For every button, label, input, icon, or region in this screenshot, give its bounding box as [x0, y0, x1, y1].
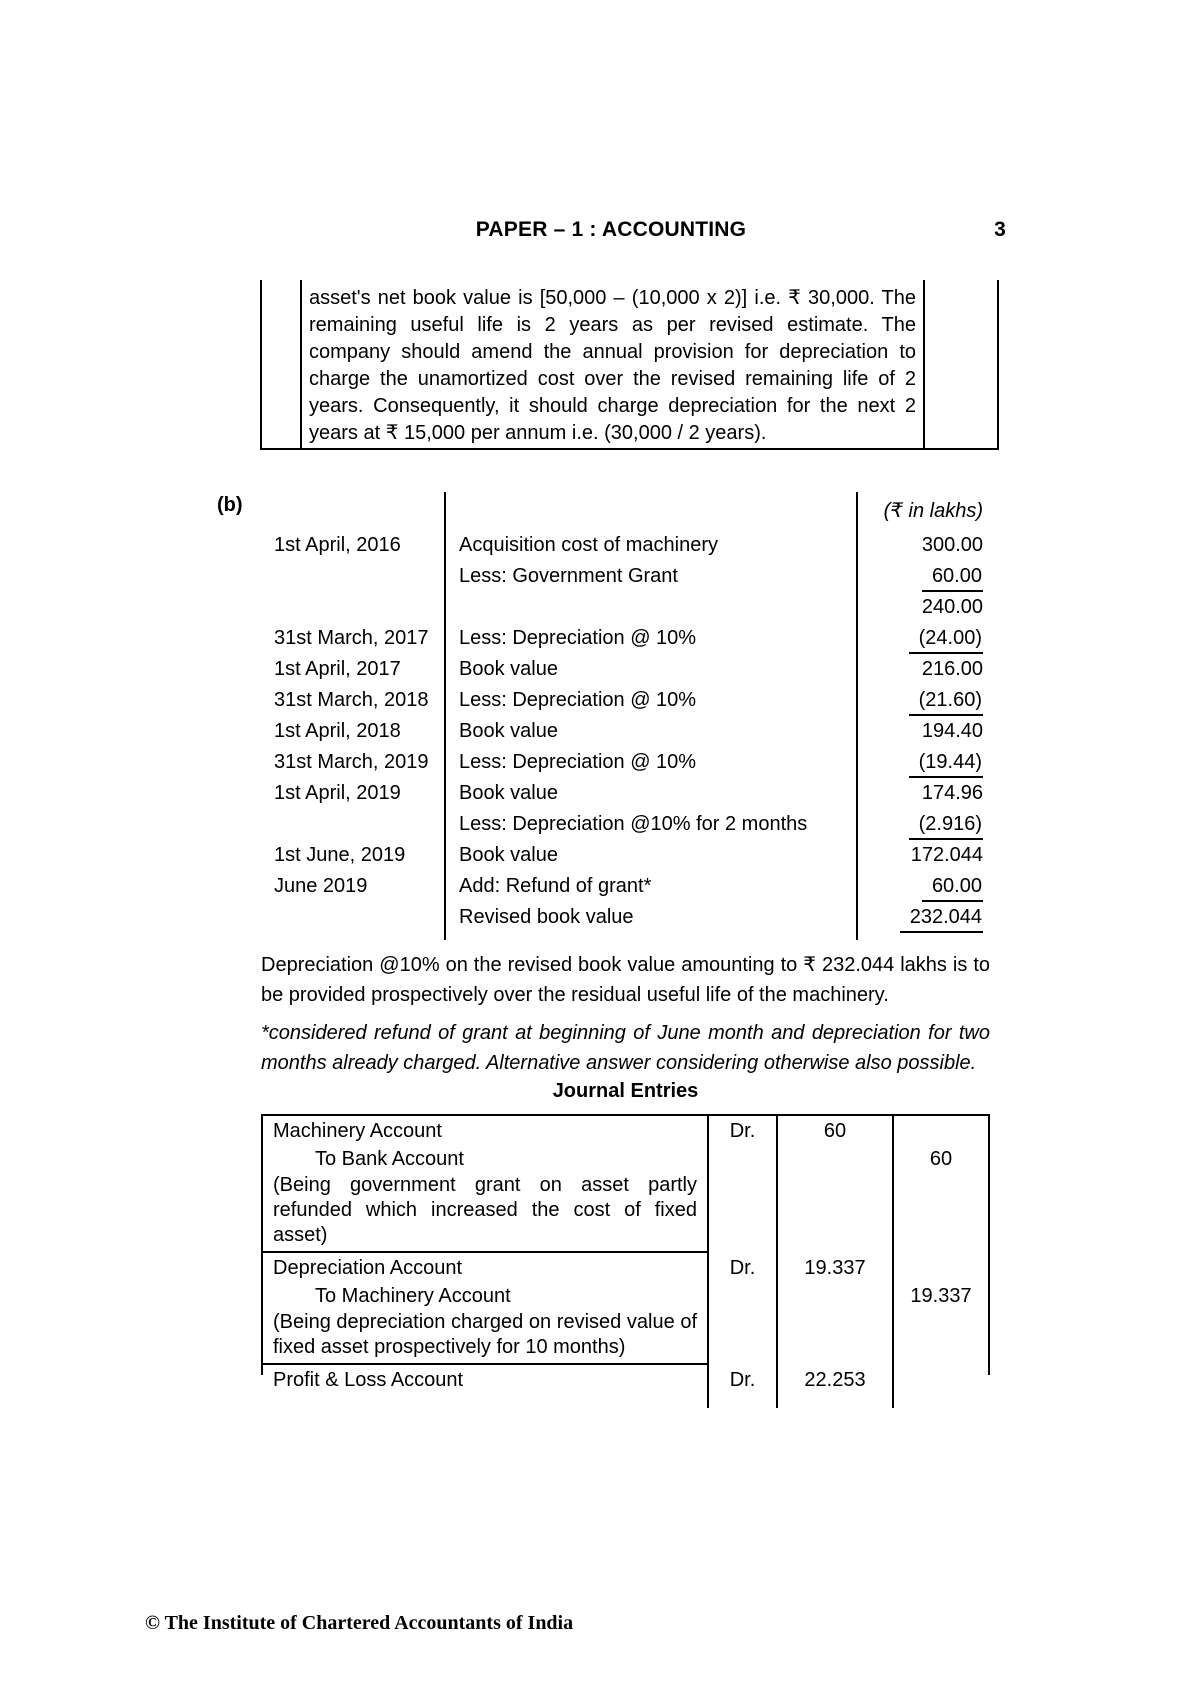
table-row [261, 716, 988, 747]
date-cell: 1st April, 2017 [274, 658, 401, 680]
credit-amount-cell: 19.337 [892, 1253, 988, 1365]
table-row [261, 840, 988, 871]
credit-amount-cell [892, 1365, 988, 1408]
debit-amount-cell: 19.337 [776, 1253, 892, 1365]
amount-cell: 194.40 [921, 720, 983, 742]
particulars-cell: Book value [459, 782, 558, 804]
particulars-cell: Revised book value [459, 906, 634, 928]
depreciation-schedule-table [261, 492, 988, 940]
table-row [261, 778, 988, 809]
amount-cell: 300.00 [921, 534, 983, 556]
credit-amount-cell: 60 [892, 1116, 988, 1253]
footnote: *considered refund of grant at beginning of June month and depreciation for two months already charged. Alternative answer considering otherwise also possible. [261, 1022, 990, 1074]
amount-cell: (21.60) [856, 685, 988, 716]
answer-continuation-box [260, 280, 999, 450]
particulars-cell: Less: Depreciation @ 10% [459, 689, 697, 711]
amount-cell: (19.44) [856, 747, 988, 778]
debit-account: Profit & Loss Account [273, 1369, 464, 1391]
amount-cell: 232.044 [856, 902, 988, 933]
dr-cell: Dr. [707, 1116, 776, 1253]
credit-account: To Machinery Account [315, 1285, 511, 1307]
dr-cell: Dr. [707, 1253, 776, 1365]
debit-account: Depreciation Account [273, 1257, 463, 1279]
amount-cell: 60.00 [856, 871, 988, 902]
debit-amount-cell: 60 [776, 1116, 892, 1253]
narration: (Being government grant on asset partly refunded which increased the cost of fixed asset) [273, 1174, 697, 1246]
date-cell: 31st March, 2018 [274, 689, 429, 711]
table-row [261, 809, 988, 840]
table-row [261, 592, 988, 623]
date-cell: 1st April, 2016 [274, 534, 401, 556]
table-row [261, 561, 988, 592]
particulars-cell: Less: Depreciation @ 10% [459, 751, 697, 773]
particulars-cell: Less: Depreciation @ 10% [459, 627, 697, 649]
date-cell [261, 592, 444, 623]
table-row [261, 623, 988, 654]
particulars-cell: Less: Depreciation @10% for 2 months [459, 813, 808, 835]
dr-cell: Dr. [707, 1365, 776, 1408]
amount-cell: 240.00 [921, 596, 983, 618]
answer-continuation-text: asset's net book value is [50,000 – (10,000 x 2)] i.e. ₹ 30,000. The remaining useful life is 2 years as per revised estimate. The company should amend the annual provision for depreciation to charge the unamortized cost over the revised remaining life of 2 years. Consequently, it should charge depreciation for the next 2 years at ₹ 15,000 per annum i.e. (30,000 / 2 years). [300, 280, 925, 448]
particulars-cell: Add: Refund of grant* [459, 875, 652, 897]
date-cell: June 2019 [274, 875, 368, 897]
amount-cell: (2.916) [856, 809, 988, 840]
amount-cell: 172.044 [910, 844, 983, 866]
date-cell [261, 561, 444, 592]
credit-account: To Bank Account [315, 1148, 464, 1170]
particulars-cell: Book value [459, 844, 558, 866]
journal-entry-particulars [263, 1116, 707, 1253]
schedule-note: Depreciation @10% on the revised book value amounting to ₹ 232.044 lakhs is to be provided prospectively over the residual useful life of the machinery. [261, 954, 990, 1006]
journal-table [261, 1114, 990, 1391]
narration: (Being depreciation charged on revised value of fixed asset prospectively for 10 months) [273, 1311, 697, 1358]
debit-amount-cell: 22.253 [776, 1365, 892, 1408]
table-row [261, 871, 988, 902]
page-title: PAPER – 1 : ACCOUNTING [475, 218, 747, 241]
schedule-rows [261, 492, 988, 933]
date-cell: 31st March, 2017 [274, 627, 429, 649]
date-cell: 1st June, 2019 [274, 844, 406, 866]
particulars-cell: Book value [459, 720, 558, 742]
footer-copyright: © The Institute of Chartered Accountants of India [145, 1612, 574, 1634]
amount-cell: 60.00 [856, 561, 988, 592]
date-cell [261, 809, 444, 840]
date-cell [261, 902, 444, 933]
table-row [261, 747, 988, 778]
particulars-cell: Acquisition cost of machinery [459, 534, 719, 556]
page-number: 3 [994, 218, 1006, 241]
date-cell: 31st March, 2019 [274, 751, 429, 773]
particulars-cell [444, 592, 856, 623]
debit-account: Machinery Account [273, 1120, 442, 1142]
table-row [261, 530, 988, 561]
journal-entry-particulars [263, 1365, 707, 1408]
table-row [261, 902, 988, 933]
journal-grid [263, 1116, 988, 1408]
table-row [261, 654, 988, 685]
table-unit-row [261, 492, 988, 530]
journal-entry-particulars [263, 1253, 707, 1365]
section-b-label: (b) [217, 494, 243, 516]
journal-heading: Journal Entries [552, 1080, 699, 1102]
particulars-cell: Less: Government Grant [459, 565, 678, 587]
amount-cell: (24.00) [856, 623, 988, 654]
amount-cell: 174.96 [921, 782, 983, 804]
table-row [261, 685, 988, 716]
unit-note: (₹ in lakhs) [883, 500, 983, 522]
date-cell: 1st April, 2018 [274, 720, 401, 742]
particulars-cell: Book value [459, 658, 558, 680]
date-cell: 1st April, 2019 [274, 782, 401, 804]
amount-cell: 216.00 [921, 658, 983, 680]
